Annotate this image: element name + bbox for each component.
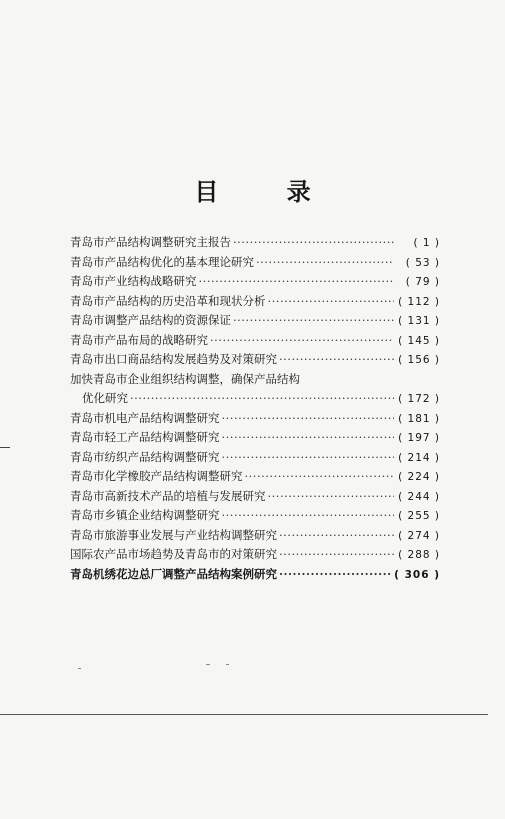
toc-leader-dots (233, 311, 394, 331)
toc-entry (70, 448, 440, 468)
toc-entry (70, 467, 440, 487)
toc-entry-page: ( 181 ) (398, 412, 440, 425)
table-of-contents (70, 233, 440, 584)
toc-leader-dots (210, 331, 394, 351)
toc-entry (70, 233, 440, 253)
toc-entry-page: ( 112 ) (398, 295, 440, 308)
toc-entry-page: ( 53 ) (405, 256, 440, 269)
toc-entry-page: ( 172 ) (398, 393, 440, 405)
toc-entry-title: 优化研究 (82, 391, 128, 405)
toc-entry-page: ( 197 ) (398, 432, 440, 444)
toc-leader-dots (279, 545, 394, 565)
toc-entry-page: ( 288 ) (398, 549, 440, 561)
toc-entry-title: 青岛市出口商品结构发展趋势及对策研究 (70, 352, 277, 366)
toc-entry-page: ( 214 ) (398, 451, 440, 464)
toc-leader-dots (279, 526, 394, 546)
scan-edge-mark (0, 447, 10, 448)
toc-leader-dots (268, 292, 395, 312)
toc-leader-dots (256, 253, 394, 273)
toc-entry-title: 青岛市轻工产品结构调整研究 (70, 430, 220, 444)
bottom-rule (0, 714, 488, 715)
toc-entry-title: 青岛市产品结构优化的基本理论研究 (70, 254, 254, 269)
scan-speck (78, 668, 81, 669)
toc-entry-title: 青岛市纺织产品结构调整研究 (70, 449, 220, 464)
toc-entry-title: 青岛市产品布局的战略研究 (70, 332, 208, 347)
toc-entry-page: ( 131 ) (398, 315, 440, 327)
toc-leader-dots (279, 350, 394, 370)
toc-entry-page: ( 145 ) (398, 334, 440, 347)
toc-entry-title: 青岛市高新技术产品的培植与发展研究 (70, 488, 266, 503)
toc-entry-page: ( 156 ) (398, 354, 440, 366)
toc-entry-title: 加快青岛市企业组织结构调整，确保产品结构 (70, 371, 300, 386)
toc-entry-continued (70, 370, 440, 390)
toc-entry-title: 青岛市机电产品结构调整研究 (70, 410, 220, 425)
toc-leader-dots (233, 233, 394, 253)
toc-entry (70, 272, 440, 292)
toc-entry-page: ( 244 ) (398, 490, 440, 503)
toc-entry (70, 409, 440, 429)
toc-entry-page: ( 255 ) (398, 510, 440, 522)
toc-entry-title: 国际农产品市场趋势及青岛市的对策研究 (70, 547, 277, 561)
toc-entry (70, 526, 440, 546)
scan-speck (226, 664, 229, 665)
toc-entry (70, 545, 440, 565)
toc-entry (70, 428, 440, 448)
toc-entry-page: ( 79 ) (405, 276, 440, 288)
toc-entry-title: 青岛市产品结构调整研究主报告 (70, 235, 231, 249)
toc-entry-title: 青岛机绣花边总厂调整产品结构案例研究 (70, 566, 277, 581)
toc-entry-page: ( 224 ) (398, 471, 440, 483)
toc-leader-dots (222, 448, 395, 468)
toc-entry-title: 青岛市化学橡胶产品结构调整研究 (70, 469, 243, 483)
toc-leader-dots (130, 389, 394, 409)
toc-leader-dots (222, 506, 395, 526)
toc-leader-dots (279, 565, 392, 585)
toc-leader-dots (268, 487, 395, 507)
toc-entry-page: ( 306 ) (394, 568, 440, 581)
toc-entry-page: ( 1 ) (413, 237, 440, 249)
toc-leader-dots (222, 428, 395, 448)
toc-entry (70, 253, 440, 273)
toc-leader-dots (199, 272, 395, 292)
toc-entry-title: 青岛市乡镇企业结构调整研究 (70, 508, 220, 522)
toc-entry-title: 青岛市产业结构战略研究 (70, 274, 197, 288)
toc-entry (70, 565, 440, 585)
toc-leader-dots (245, 467, 395, 487)
toc-entry (70, 506, 440, 526)
toc-entry (70, 487, 440, 507)
toc-entry-title: 青岛市旅游事业发展与产业结构调整研究 (70, 527, 277, 542)
toc-entry (70, 311, 440, 331)
page-title: 目 录 (194, 178, 341, 206)
scan-speck (206, 664, 210, 665)
toc-entry (70, 389, 440, 409)
toc-entry-page: ( 274 ) (398, 529, 440, 542)
toc-entry (70, 292, 440, 312)
toc-entry-title: 青岛市调整产品结构的资源保证 (70, 313, 231, 327)
toc-leader-dots (222, 409, 395, 429)
toc-entry (70, 350, 440, 370)
toc-entry (70, 331, 440, 351)
toc-entry-title: 青岛市产品结构的历史沿革和现状分析 (70, 293, 266, 308)
